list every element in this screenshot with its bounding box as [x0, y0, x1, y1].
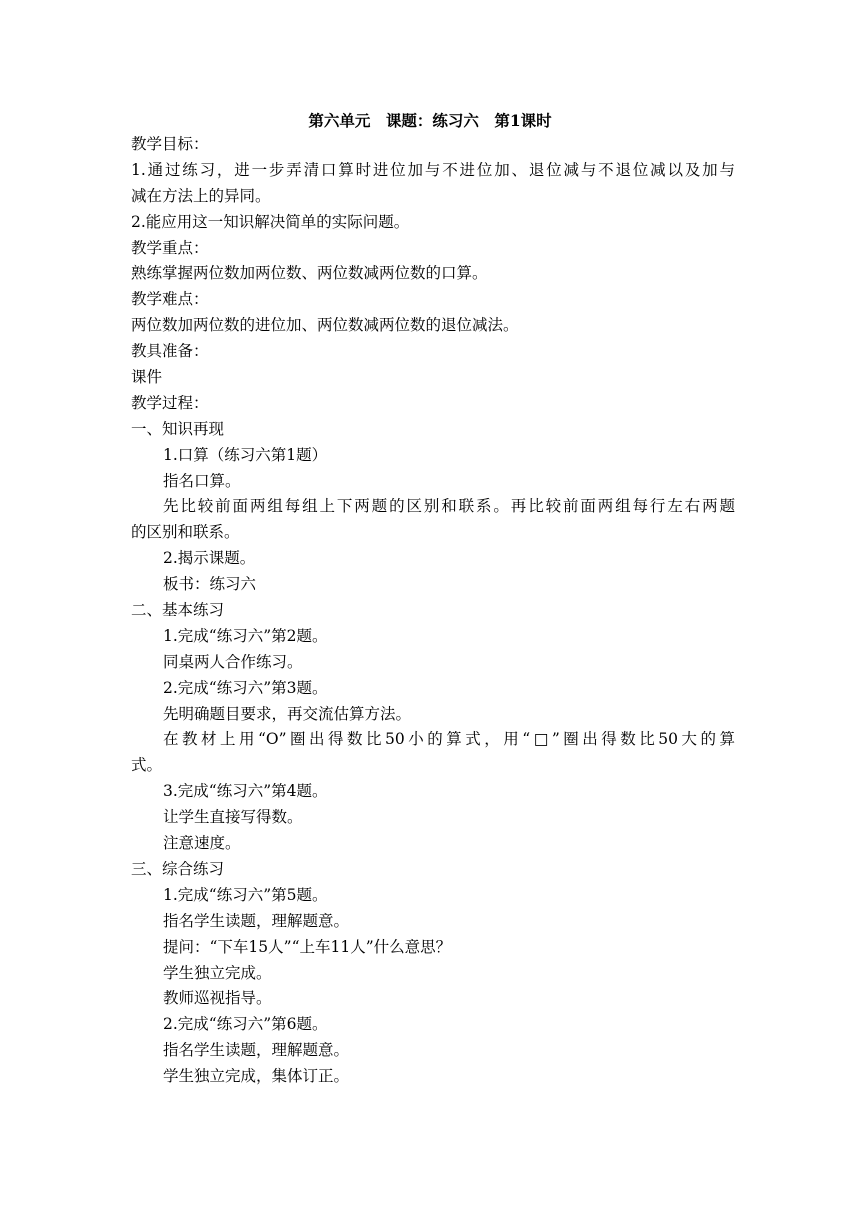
heading-materials: 教具准备：: [131, 342, 209, 361]
materials-text: 课件: [131, 368, 163, 387]
heading-process: 教学过程：: [131, 393, 209, 412]
section-2-item-1-note: 同桌两人合作练习。: [163, 652, 303, 671]
difficulties-text: 两位数加两位数的进位加、两位数减两位数的退位减法。: [131, 316, 519, 335]
section-1-compare-line-2: 的区别和联系。: [131, 523, 240, 542]
section-3-item-2-note-2: 学生独立完成，集体订正。: [163, 1067, 350, 1086]
key-points-text: 熟练掌握两位数加两位数、两位数减两位数的口算。: [131, 264, 488, 283]
section-3-item-2-note-1: 指名学生读题，理解题意。: [163, 1041, 350, 1060]
goal-1-line-2: 减在方法上的异同。: [131, 186, 271, 205]
section-3-item-2: 2.完成“练习六”第6题。: [163, 1015, 328, 1034]
section-2-item-3: 3.完成“练习六”第4题。: [163, 782, 328, 801]
section-1-item-1-note: 指名口算。: [163, 471, 241, 490]
section-2-item-3-note-2: 注意速度。: [163, 834, 241, 853]
heading-teaching-goals: 教学目标：: [131, 135, 209, 153]
section-2-item-3-note-1: 让学生直接写得数。: [163, 808, 303, 827]
lesson-body: [131, 132, 735, 1090]
section-2-circle-line-2: 式。: [131, 756, 163, 775]
lesson-title: 第六单元 课题：练习六 第1课时: [308, 111, 552, 130]
goal-2: 2.能应用这一知识解决简单的实际问题。: [131, 212, 410, 231]
heading-key-points: 教学重点：: [131, 238, 209, 257]
section-3-item-1-note-2: 学生独立完成。: [163, 963, 272, 982]
section-1-item-2: 2.揭示课题。: [163, 549, 256, 568]
section-2-item-1: 1.完成“练习六”第2题。: [163, 626, 328, 645]
heading-difficulties: 教学难点：: [131, 290, 209, 309]
section-3-item-1: 1.完成“练习六”第5题。: [163, 885, 328, 904]
goal-1-line-1: 1.通过练习，进一步弄清口算时进位加与不进位加、退位减与不退位减以及加与: [131, 160, 735, 179]
section-2-heading: 二、基本练习: [131, 601, 225, 620]
section-3-item-1-question: 提问：“下车15人”“上车11人”什么意思？: [163, 937, 452, 956]
section-2-item-2: 2.完成“练习六”第3题。: [163, 678, 328, 697]
section-1-compare-line-1: 先比较前面两组每组上下两题的区别和联系。再比较前面两组每行左右两题: [163, 497, 735, 516]
section-1-heading: 一、知识再现: [131, 419, 225, 438]
section-1-item-1: 1.口算（练习六第1题）: [163, 445, 328, 464]
section-1-board: 板书：练习六: [163, 575, 257, 594]
section-3-item-1-note-3: 教师巡视指导。: [163, 989, 272, 1008]
section-2-item-2-note: 先明确题目要求，再交流估算方法。: [163, 704, 412, 723]
section-3-heading: 三、综合练习: [131, 859, 225, 878]
section-3-item-1-note-1: 指名学生读题，理解题意。: [163, 911, 350, 930]
section-2-circle-line-1: 在教材上用“O”圈出得数比50小的算式，用“□”圈出得数比50大的算: [163, 730, 735, 749]
